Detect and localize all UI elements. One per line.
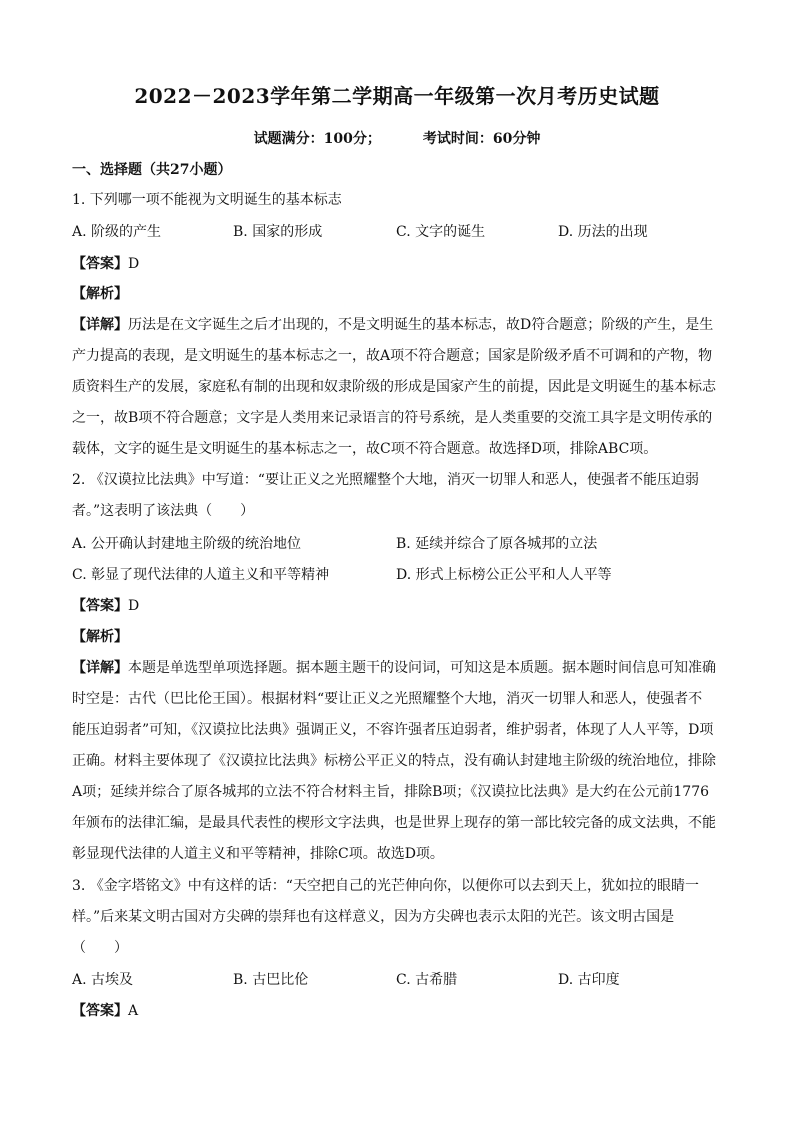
answer-value: D [128,256,140,272]
q3-stem-line: 3. 《金字塔铭文》中有这样的话：“天空把自己的光芒伸向你，以便你可以去到天上，犹如拉的眼睛一 [72,878,699,894]
q2-detail-line [72,658,722,678]
q1-detail-line: 产力提高的表现，是文明诞生的基本标志之一，故A项不符合题意；国家是阶级矛盾不可调和的产物，物 [72,348,713,364]
q2-detail-line: 年颁布的法律汇编，是最具代表性的楔形文字法典，也是世界上现存的第一部比较完备的成文法典，不能 [72,815,716,831]
answer-value: D [128,598,140,614]
q1-stem: 1. 下列哪一项不能视为文明诞生的基本标志 [72,192,342,208]
q3-stem-line: 样。”后来某文明古国对方尖碑的崇拜也有这样意义，因为方尖碑也表示太阳的光芒。该文明古国是 [72,909,675,925]
q2-analysis-tag: 【解析】 [72,629,128,645]
q2-stem-line: 者。”这表明了该法典（ ） [72,503,255,519]
q2-option-d: D. 形式上标榜公正公平和人人平等 [396,567,612,583]
exam-title: 2022－2023学年第二学期高一年级第一次月考历史试题 [134,84,660,108]
q1-option-b: B. 国家的形成 [233,224,323,240]
q1-detail-line: 质资料生产的发展，家庭私有制的出现和奴隶阶级的形成是国家产生的前提，因此是文明诞生的基本标志 [72,379,716,395]
q2-detail-line: 彰显现代法律的人道主义和平等精神，排除C项。故选D项。 [72,846,444,862]
q3-option-c: C. 古希腊 [396,972,458,988]
q1-option-a: A. 阶级的产生 [72,224,162,240]
score-info: 试题满分：100分； [253,131,381,147]
q2-detail-line: A项；延续并综合了原各城邦的立法不符合材料主旨，排除B项；《汉谟拉比法典》是大约在公元前1776 [72,784,710,800]
q2-option-a: A. 公开确认封建地主阶级的统治地位 [72,536,302,552]
q1-analysis-tag: 【解析】 [72,286,128,302]
q2-stem-line: 2. 《汉谟拉比法典》中写道：“要让正义之光照耀整个大地，消灭一切罪人和恶人，使强者不能压迫弱 [72,472,699,488]
q1-option-d: D. 历法的出现 [558,224,648,240]
q2-detail-line: 正确。材料主要体现了《汉谟拉比法典》标榜公平正义的特点，没有确认封建地主阶级的统治地位，排除 [72,753,716,769]
q2-option-b: B. 延续并综合了原各城邦的立法 [396,536,598,552]
q1-option-c: C. 文字的诞生 [396,224,486,240]
detail-tag: 【详解】 [72,317,128,333]
q1-detail-line: 载体，文字的诞生是文明诞生的基本标志之一，故C项不符合题意。故选择D项，排除ABC项。 [72,441,658,457]
q3-stem-line: （ ） [72,940,128,956]
q3-option-b: B. 古巴比伦 [233,972,309,988]
q2-detail-line: 时空是：古代（巴比伦王国）。根据材料“要让正义之光照耀整个大地，消灭一切罪人和恶人，使强者不 [72,691,703,707]
time-info: 考试时间：60分钟 [422,131,541,147]
detail-text: 历法是在文字诞生之后才出现的，不是文明诞生的基本标志，故D符合题意；阶级的产生，是生 [128,317,714,333]
answer-tag: 【答案】 [72,1003,128,1019]
q3-option-a: A. 古埃及 [72,972,134,988]
q2-option-c: C. 彰显了现代法律的人道主义和平等精神 [72,567,330,583]
q1-detail-line: 之一，故B项不符合题意；文字是人类用来记录语言的符号系统，是人类重要的交流工具字是文明传承的 [72,410,713,426]
q3-answer [72,1001,722,1021]
detail-tag: 【详解】 [72,660,128,676]
answer-tag: 【答案】 [72,598,128,614]
exam-info [0,128,794,148]
q2-detail-line: 能压迫弱者”可知，《汉谟拉比法典》强调正义，不容许强者压迫弱者，维护弱者，体现了人人平等，D项 [72,722,714,738]
q1-answer [72,254,722,274]
detail-text: 本题是单选型单项选择题。据本题主题干的设问词，可知这是本质题。据本题时间信息可知准确 [128,660,716,676]
answer-value: A [128,1003,139,1019]
answer-tag: 【答案】 [72,256,128,272]
q1-detail-line [72,315,722,335]
section-heading: 一、选择题（共27小题） [72,162,232,178]
q3-option-d: D. 古印度 [558,972,620,988]
q2-answer [72,596,722,616]
